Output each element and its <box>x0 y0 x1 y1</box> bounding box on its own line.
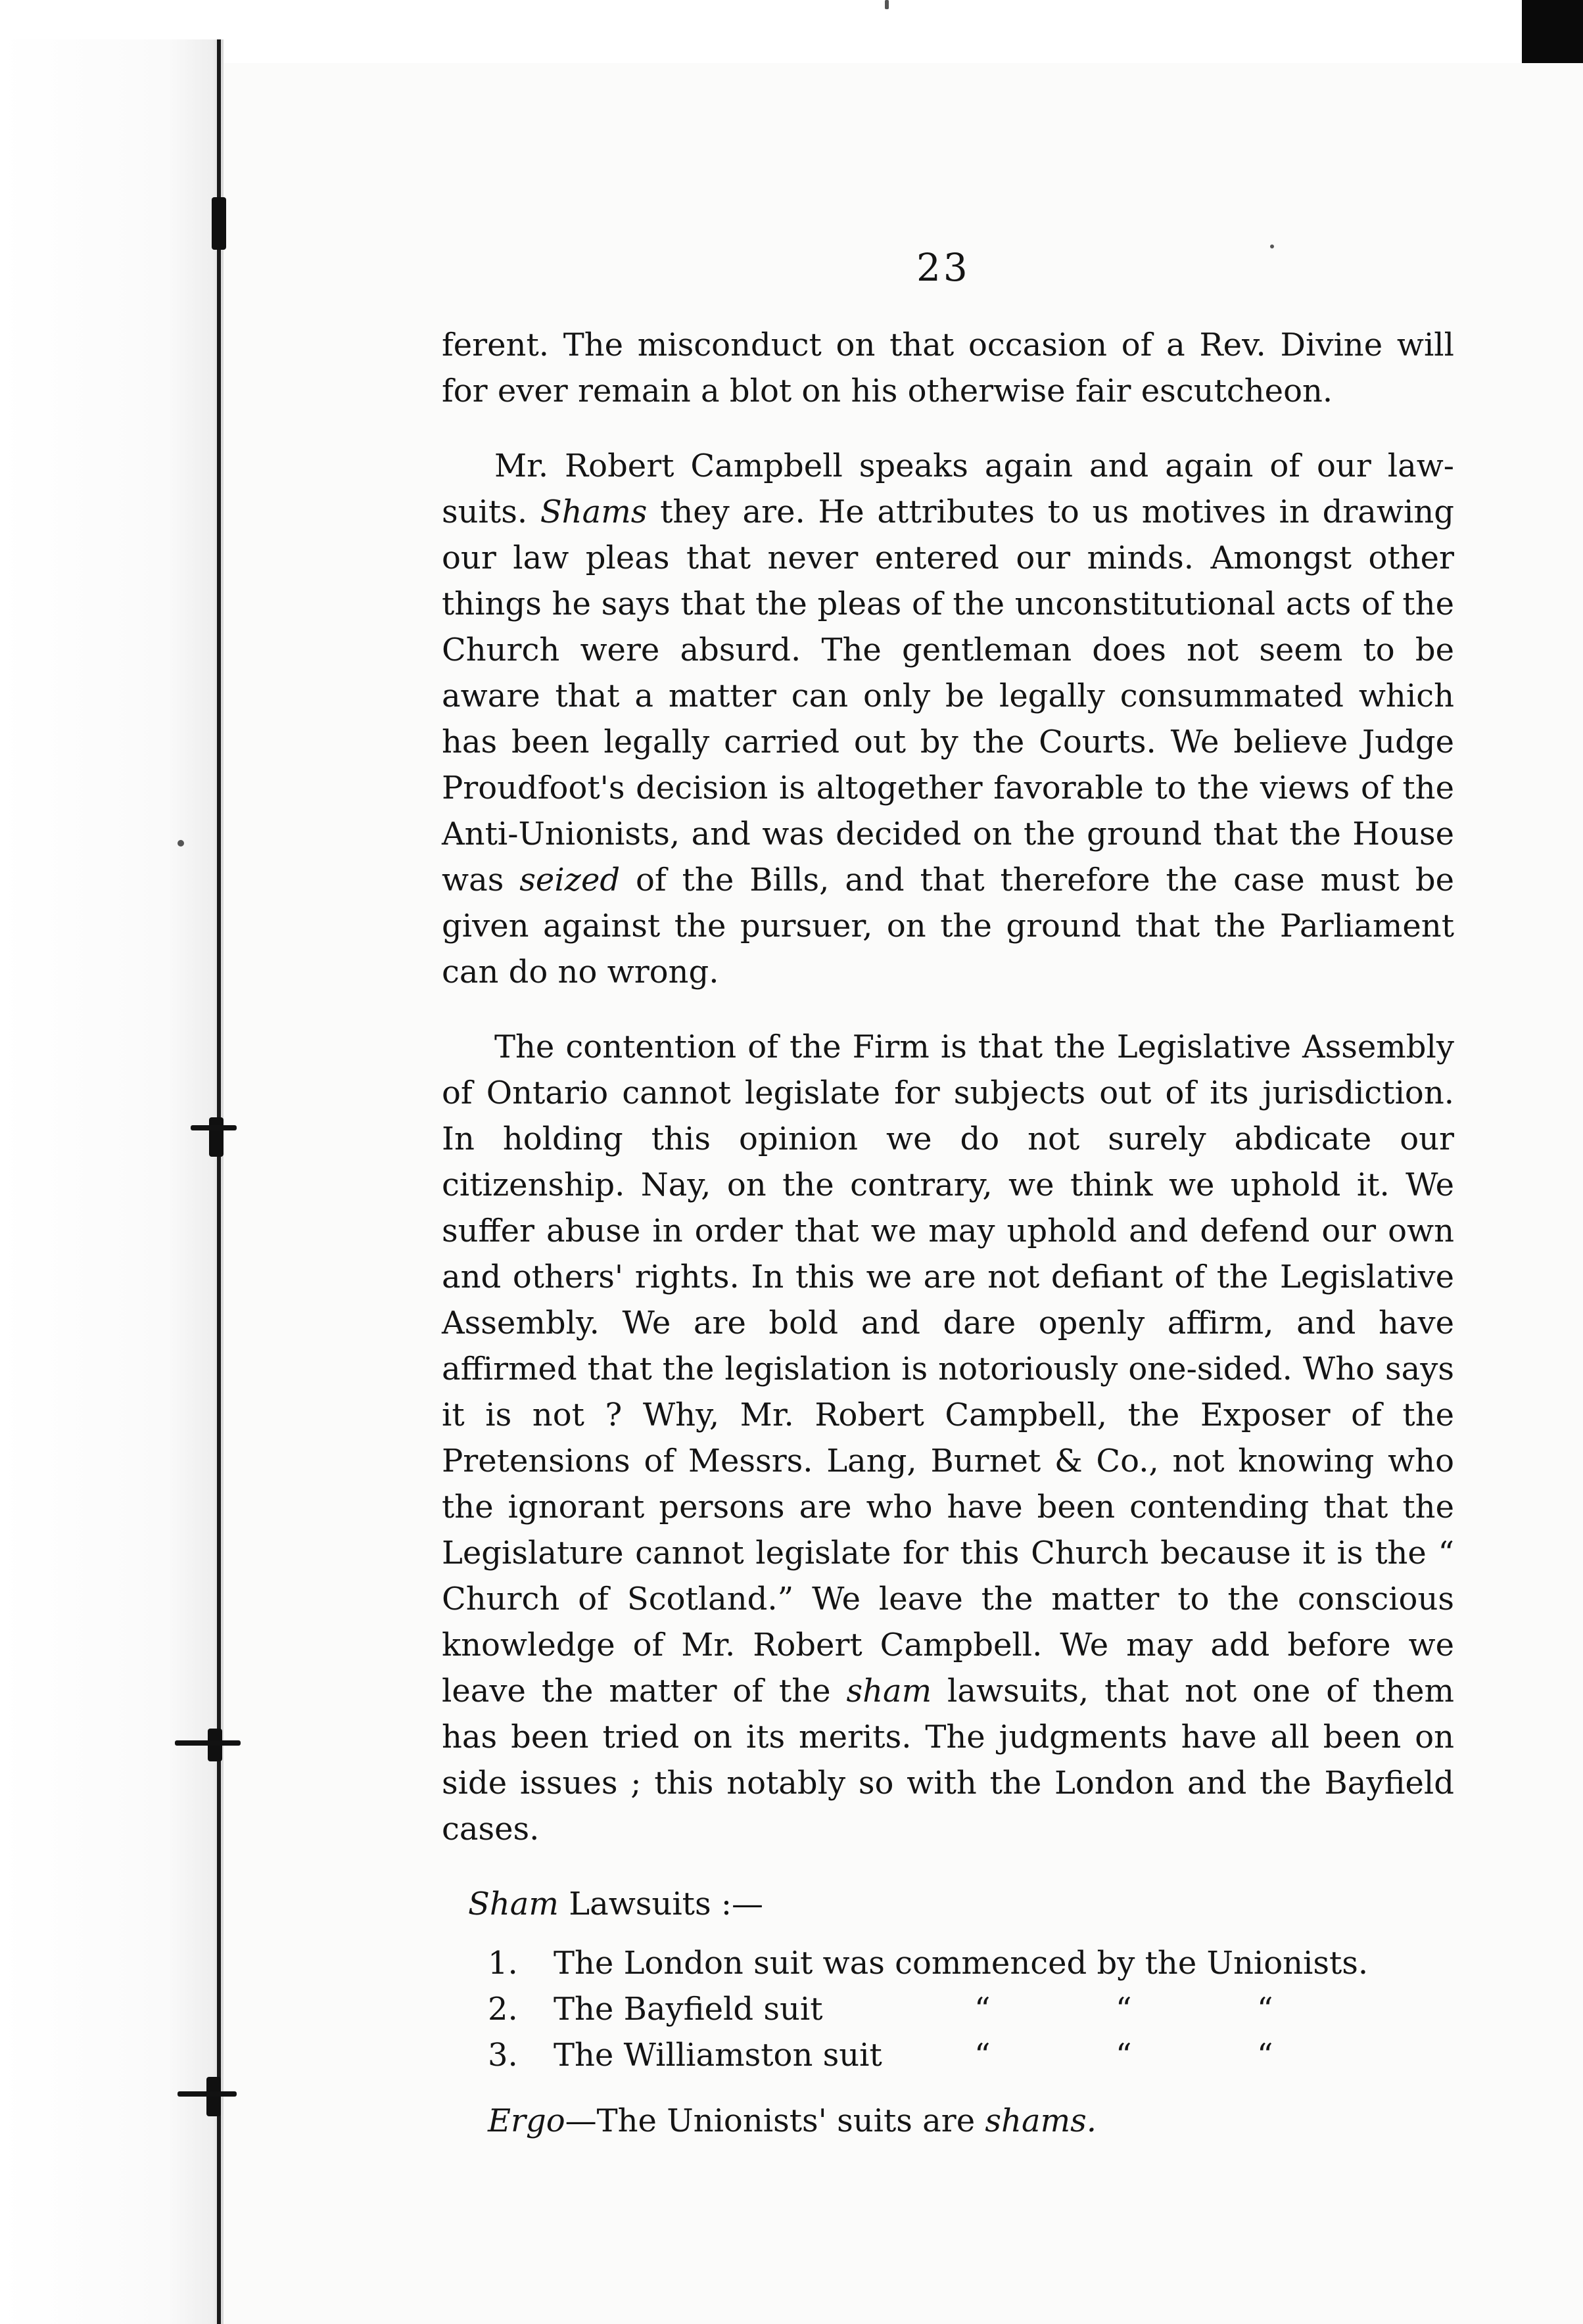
ergo-text: —The Unionists' suits are <box>565 2103 985 2139</box>
paragraph-text: of the Bills, and that therefore the case must be given against the pursuer, on the ground that the Parliament can do no wrong. <box>442 862 1455 990</box>
binding-gutter <box>0 39 224 2324</box>
list-item <box>442 1986 1454 2032</box>
ditto-marks <box>974 2032 1398 2078</box>
paragraph-campbell-lawsuits <box>442 443 1454 995</box>
ditto-mark: “ <box>1116 2037 1132 2074</box>
paragraph-text: Mr. Robert Campbell speaks again and again of our law-suits. <box>442 448 1454 530</box>
lawsuits-list <box>442 1940 1454 2078</box>
ergo-italic: Ergo <box>488 2103 565 2139</box>
list-item-number: 3. <box>488 2037 518 2074</box>
scan-speck <box>885 0 889 9</box>
list-item <box>442 1940 1454 1986</box>
binding-stitch <box>191 1125 237 1130</box>
ergo-italic-end: shams. <box>985 2103 1097 2139</box>
paragraph-continuation: ferent. The misconduct on that occasion of a Rev. Divine will for ever remain a blot on his otherwise fair escutcheon. <box>442 327 1454 409</box>
binding-thread <box>206 2077 221 2116</box>
list-item <box>442 2032 1454 2078</box>
ditto-marks <box>974 1986 1398 2032</box>
list-item-label: The Williamston suit <box>554 2037 882 2074</box>
ergo-conclusion <box>442 2098 1454 2144</box>
ditto-mark: “ <box>1257 2037 1273 2074</box>
ditto-mark: “ <box>1257 1991 1273 2028</box>
paragraph-gap <box>442 1852 1454 1881</box>
italic-term: sham <box>846 1673 932 1709</box>
paragraph-text: The contention of the Firm is that the Legislative Assembly of Ontario cannot legislate for subjects out of its jurisdiction. In holding this opinion we do not surely abdicate our citizenship. Nay, on the contrary, we think we uphold it. We suffer abuse in order that we may uphold and defend our own and others' rights. In this we are not defiant of the Legislative Assembly. We are bold and dare openly affirm, and have affirmed that the legislation is notoriously one-sided. Who says it is not ? Why, Mr. Robert Campbell, the Exposer of the Pretensions of Messrs. Lang, Burnet & Co., not knowing who the ignorant persons are who have been contending that the Legislature cannot legislate for this Church because it is the “ Church of Scotland.” We leave the matter to the conscious knowledge of Mr. Robert Campbell. We may add before we leave the matter of the <box>442 1029 1454 1709</box>
binding-stitch <box>177 2091 237 2097</box>
scan-speck <box>177 840 184 847</box>
ditto-mark: “ <box>974 1991 991 2028</box>
italic-term: seized <box>519 862 621 898</box>
list-item-number: 1. <box>488 1945 518 1982</box>
scan-corner-mark <box>1522 0 1583 63</box>
lawsuits-heading-italic: Sham <box>468 1886 559 1922</box>
binding-thread <box>209 1117 224 1157</box>
binding-edge <box>217 39 221 2324</box>
paragraph-gap <box>442 995 1454 1024</box>
paragraph-gap <box>442 414 1454 443</box>
paragraph-firm-contention <box>442 1024 1454 1852</box>
ditto-mark: “ <box>1116 1991 1132 2028</box>
scan-speck <box>1270 244 1274 248</box>
lawsuits-heading-text: Lawsuits :— <box>558 1886 764 1922</box>
page-body <box>442 322 1454 2144</box>
binding-stitch <box>175 1740 241 1746</box>
list-item-number: 2. <box>488 1991 518 2028</box>
italic-term: Shams <box>540 494 648 530</box>
ditto-mark: “ <box>974 2037 991 2074</box>
list-item-label: The Bayfield suit <box>554 1991 823 2028</box>
page-number: 23 <box>916 245 970 290</box>
paragraph-text: they are. He attributes to us motives in drawing our law pleas that never entered our minds. Amongst other things he says that the pleas of the unconstitutional acts of the Church were absurd. The gentleman does not seem to be aware that a matter can only be legally consummated which has been legally carried out by the Courts. We believe Judge Proudfoot's decision is altogether favorable to the views of the Anti-Unionists, and was decided on the ground that the House was <box>442 494 1455 898</box>
lawsuits-heading <box>442 1881 1454 1927</box>
scan-top-margin <box>0 0 1583 63</box>
paragraph-text: lawsuits, that not one of them has been tried on its merits. The judgments have all been on side issues ; this notably so with the London and the Bayfield cases. <box>442 1673 1454 1848</box>
list-item-label: The London suit was commenced by the Unionists. <box>554 1945 1369 1982</box>
binding-thread <box>212 197 226 250</box>
